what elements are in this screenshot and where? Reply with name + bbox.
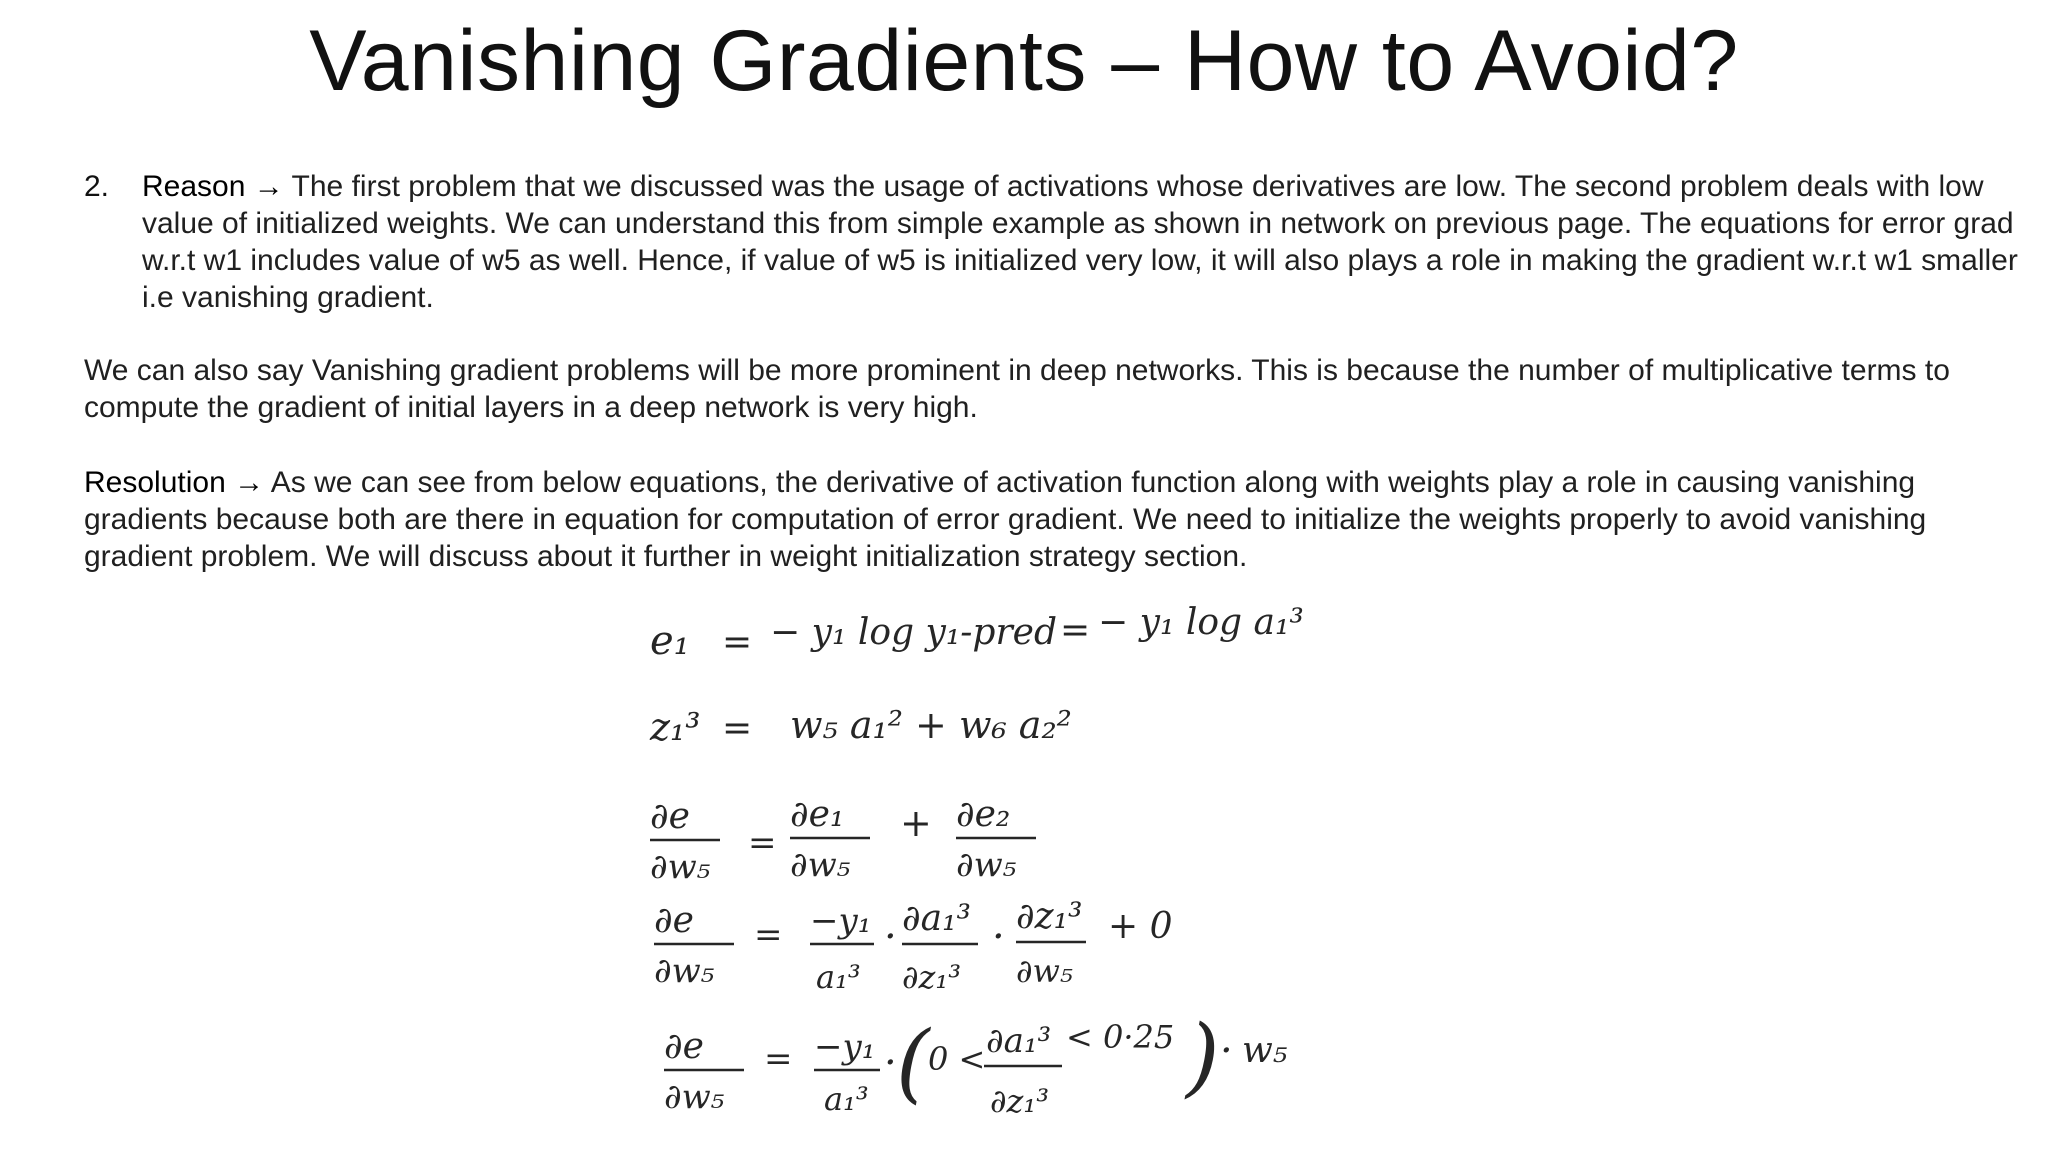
svg-text:=: = [754,915,783,955]
svg-text:+: + [900,801,932,845]
svg-text:− y₁ log a₁³: − y₁ log a₁³ [1098,602,1304,643]
svg-text:∂z₁³: ∂z₁³ [902,958,962,996]
reason-paragraph [84,168,2024,316]
svg-text:+ 0: + 0 [1108,906,1173,947]
svg-text:∂z₁³: ∂z₁³ [1016,896,1083,937]
svg-text:=: = [722,708,753,749]
equation-3 [650,794,1036,887]
svg-text:∂e₂: ∂e₂ [956,794,1011,835]
svg-text:·: · [884,914,897,960]
svg-text:∂w₅: ∂w₅ [664,1077,725,1117]
reason-text: The first problem that we discussed was the usage of activations whose derivatives are low. The second problem deals with low value of initialized weights. We can understand this from simple example as shown in network on previous page. The equations for error grad w.r.t w1 includes value of w5 as well. Hence, if value of w5 is initialized very low, it will also plays a role in making the gradient w.r.t w1 smaller i.e vanishing gradient. [142,170,2018,314]
deep-networks-paragraph: We can also say Vanishing gradient problems will be more prominent in deep networks. This is because the number of multiplicative terms to compute the gradient of initial layers in a deep network is very high. [84,354,1950,424]
svg-text:∂z₁³: ∂z₁³ [990,1082,1050,1120]
list-number: 2. [84,170,110,203]
svg-text:·: · [992,914,1005,960]
svg-text:∂e₁: ∂e₁ [790,794,845,835]
resolution-paragraph [84,464,2024,575]
svg-text:z₁³: z₁³ [650,705,701,749]
svg-text:(: ( [896,1013,930,1113]
svg-text:=: = [748,823,777,863]
svg-text:−y₁: −y₁ [814,1027,876,1067]
arrow-icon: → [234,466,265,499]
svg-text:< 0·25: < 0·25 [1066,1018,1175,1056]
svg-text:0 <: 0 < [928,1040,986,1078]
svg-text:∂e: ∂e [664,1026,704,1067]
svg-text:=: = [764,1039,793,1079]
svg-text:∂a₁³: ∂a₁³ [902,898,971,939]
svg-text:): ) [1186,1007,1220,1107]
resolution-text: As we can see from below equations, the derivative of activation function along with weights play a role in causing vanishing gradients because both are there in equation for computation of error gradient. We need to initialize the weights properly to avoid vanishing gradient problem. We will discuss about it further in weight initialization strategy section. [84,466,1927,573]
svg-text:− y₁ log y₁-pred: − y₁ log y₁-pred [770,612,1058,653]
equation-5 [664,1007,1287,1120]
svg-text:∂w₅: ∂w₅ [956,845,1017,885]
reason-label: Reason [142,170,246,203]
svg-text:e₁: e₁ [650,618,690,664]
svg-text:∂w₅: ∂w₅ [790,845,851,885]
resolution-label: Resolution [84,466,226,499]
svg-text:·: · [1220,1028,1233,1074]
svg-text:a₁³: a₁³ [824,1080,869,1118]
svg-text:∂e: ∂e [650,796,690,837]
svg-text:w₅ a₁² + w₆ a₂²: w₅ a₁² + w₆ a₂² [790,703,1072,747]
svg-text:a₁³: a₁³ [816,958,861,996]
svg-text:=: = [1060,610,1091,651]
svg-text:∂w₅: ∂w₅ [1016,952,1073,990]
svg-text:∂e: ∂e [654,900,694,941]
slide-title: Vanishing Gradients – How to Avoid? [309,13,1739,109]
equation-1 [650,602,1304,664]
equation-2 [649,703,1072,749]
svg-text:∂w₅: ∂w₅ [650,847,711,887]
svg-text:=: = [722,622,753,663]
svg-text:·: · [884,1040,897,1086]
svg-text:w₅: w₅ [1242,1030,1288,1071]
handwritten-equations [630,592,1350,1152]
svg-text:−y₁: −y₁ [810,901,872,941]
svg-text:∂w₅: ∂w₅ [654,951,715,991]
equation-4 [654,896,1173,996]
svg-text:∂a₁³: ∂a₁³ [986,1021,1052,1061]
arrow-icon: → [253,170,284,203]
